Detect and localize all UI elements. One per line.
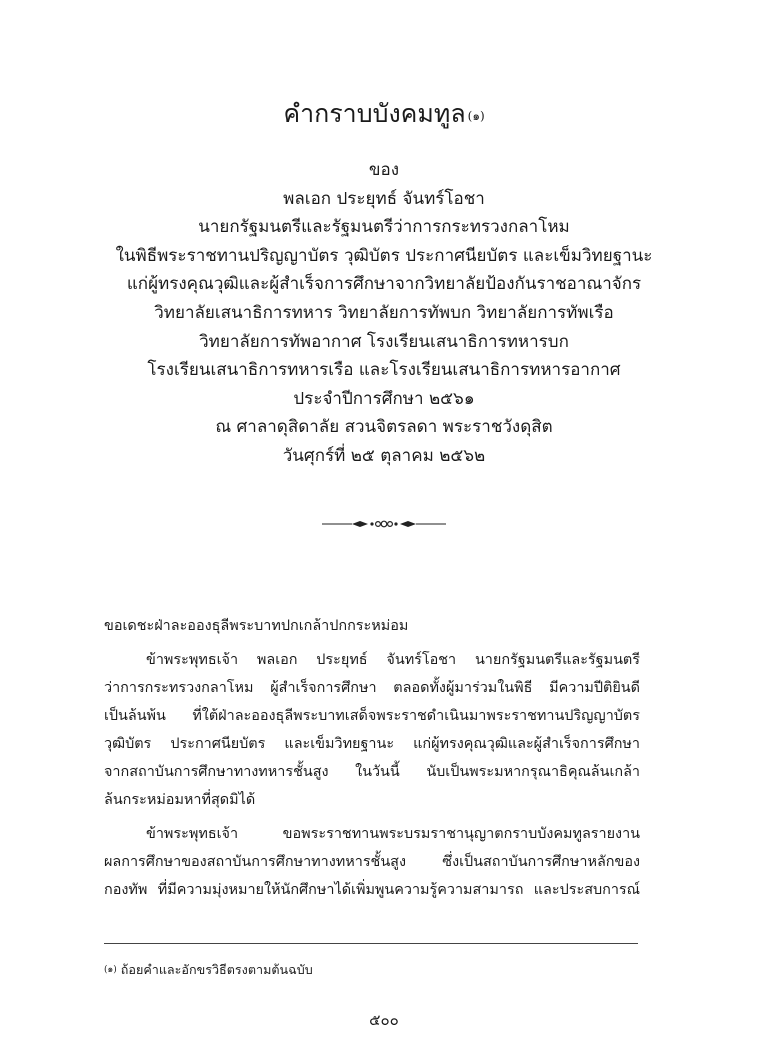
footnote-text: ถ้อยคำและอักขรวิธีตรงตามต้นฉบับ xyxy=(120,962,313,977)
footnote-divider xyxy=(104,943,638,944)
title-footnote-marker: (๑) xyxy=(467,109,485,123)
paragraph-2 xyxy=(104,820,640,904)
paragraph-line: ผลการศึกษาของสถาบันการศึกษาทางทหารชั้นสูง ซึ่งเป็นสถาบันการศึกษาหลักของ xyxy=(104,854,640,870)
paragraph-line: ข้าพระพุทธเจ้า พลเอก ประยุทธ์ จันทร์โอชา นายกรัฐมนตรีและรัฐมนตรี xyxy=(146,652,640,668)
header-line: พลเอก ประยุทธ์ จันทร์โอชา xyxy=(283,188,485,209)
footnote xyxy=(104,960,638,980)
paragraph-line: วุฒิบัตร ประกาศนียบัตร และเข็มวิทยฐานะ แก่ผู้ทรงคุณวุฒิและผู้สำเร็จการศึกษา xyxy=(104,736,640,752)
header-block xyxy=(0,156,768,471)
paragraph-line: ว่าการกระทรวงกลาโหม ผู้สำเร็จการศึกษา ตลอดทั้งผู้มาร่วมในพิธี มีความปีติยินดี xyxy=(104,680,640,696)
paragraph-1 xyxy=(104,646,640,814)
header-line: โรงเรียนเสนาธิการทหารเรือ และโรงเรียนเสนาธิการทหารอากาศ xyxy=(147,360,621,381)
header-line: นายกรัฐมนตรีและรัฐมนตรีว่าการกระทรวงกลาโหม xyxy=(198,217,570,238)
header-line: ในพิธีพระราชทานปริญญาบัตร วุฒิบัตร ประกาศนียบัตร และเข็มวิทยฐานะ xyxy=(115,245,653,266)
header-line: ของ xyxy=(368,160,400,180)
page-title xyxy=(0,98,768,130)
header-line: วิทยาลัยการทัพอากาศ โรงเรียนเสนาธิการทหารบก xyxy=(199,331,569,352)
salutation: ขอเดชะฝ่าละอองธุลีพระบาทปกเกล้าปกกระหม่อม xyxy=(104,618,409,634)
header-line: ประจำปีการศึกษา ๒๕๖๑ xyxy=(293,388,475,409)
header-line: วิทยาลัยเสนาธิการทหาร วิทยาลัยการทัพบก วิทยาลัยการทัพเรือ xyxy=(154,302,614,323)
header-line: แก่ผู้ทรงคุณวุฒิและผู้สำเร็จการศึกษาจากวิทยาลัยป้องกันราชอาณาจักร xyxy=(126,274,642,295)
divider-ornament-icon xyxy=(320,516,448,532)
paragraph-line: จากสถาบันการศึกษาทางทหารชั้นสูง ในวันนี้ นับเป็นพระมหากรุณาธิคุณล้นเกล้า xyxy=(104,764,640,780)
header-line: ณ ศาลาดุสิดาลัย สวนจิตรลดา พระราชวังดุสิต xyxy=(215,417,553,438)
title-text: คำกราบบังคมทูล xyxy=(283,99,466,128)
header-line: วันศุกร์ที่ ๒๕ ตุลาคม ๒๕๖๒ xyxy=(282,445,486,466)
footnote-marker: (๑) xyxy=(104,965,117,975)
body-text xyxy=(104,612,640,904)
paragraph-line: กองทัพ ที่มีความมุ่งหมายให้นักศึกษาได้เพิ่มพูนความรู้ความสามารถ และประสบการณ์ xyxy=(104,882,640,898)
paragraph-line: เป็นล้นพ้น ที่ใต้ฝ่าละอองธุลีพระบาทเสด็จพระราชดำเนินมาพระราชทานปริญญาบัตร xyxy=(104,708,640,724)
page-number: ๕๐๐ xyxy=(369,1011,399,1029)
paragraph-line: ล้นกระหม่อมหาที่สุดมิได้ xyxy=(104,792,256,808)
paragraph-line: ข้าพระพุทธเจ้า ขอพระราชทานพระบรมราชานุญาตกราบบังคมทูลรายงาน xyxy=(146,826,640,842)
